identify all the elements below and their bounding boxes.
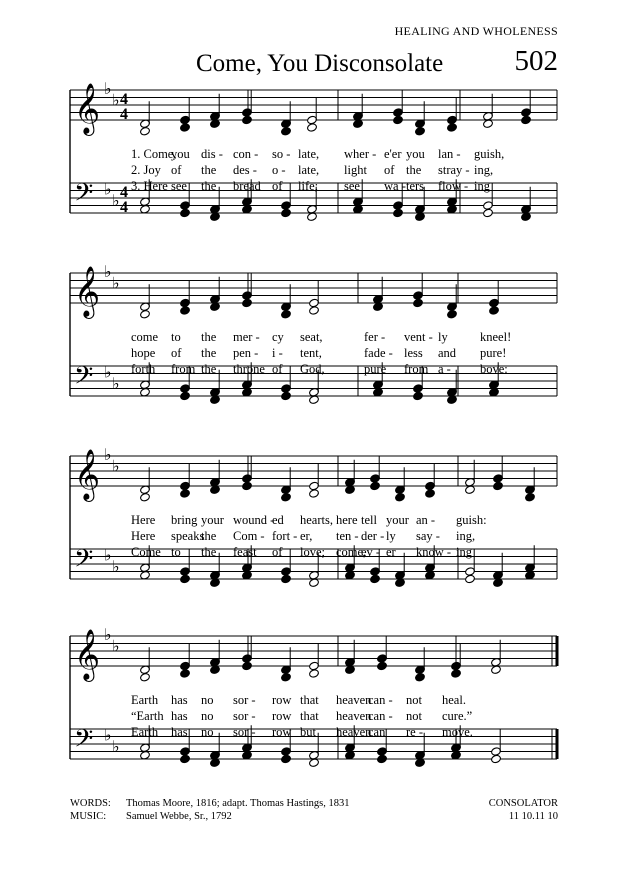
lyric-syllable: lan -: [438, 147, 461, 161]
lyric-syllable: dis -: [201, 147, 223, 161]
notehead-icon: [281, 754, 292, 763]
notehead-icon: [413, 298, 424, 307]
notehead-icon: [451, 669, 462, 678]
lyric-syllable: con -: [233, 147, 259, 161]
notehead-icon: [370, 574, 381, 583]
notehead-icon: [465, 574, 476, 583]
lyric-syllable: the: [201, 346, 217, 360]
lyric-syllable: vent -: [404, 330, 433, 344]
lyric-syllable: heal.: [442, 693, 466, 707]
lyric-syllable: tell: [361, 513, 377, 527]
lyric-syllable: can: [368, 725, 386, 739]
flat-icon: ♭: [104, 545, 112, 565]
lyric-syllable: to: [171, 545, 181, 559]
lyric-syllable: the: [201, 330, 217, 344]
lyric-syllable: of: [272, 179, 283, 193]
lyric-syllable: an -: [416, 513, 436, 527]
flat-icon: ♭: [104, 362, 112, 382]
notehead-icon: [425, 489, 436, 498]
flat-icon: ♭: [112, 373, 120, 393]
lyric-syllable: Earth: [131, 725, 159, 739]
lyric-syllable: ly: [386, 529, 396, 543]
music-text: Samuel Webbe, Sr., 1792: [126, 811, 232, 822]
bass-clef-icon: 𝄢: [74, 724, 94, 760]
time-signature-bottom: 4: [120, 106, 128, 123]
lyric-syllable: row: [272, 693, 292, 707]
lyric-syllable: has: [171, 725, 188, 739]
lyric-syllable: row: [272, 709, 292, 723]
lyric-syllable: ing,: [474, 163, 494, 177]
notehead-icon: [281, 391, 292, 400]
lyric-syllable: fort -: [272, 529, 298, 543]
lyric-syllable: to: [171, 330, 181, 344]
lyric-syllable: Earth: [131, 693, 159, 707]
lyric-syllable: your: [201, 513, 224, 527]
notehead-icon: [180, 489, 191, 498]
lyric-syllable: that: [300, 709, 319, 723]
treble-clef-icon: 𝄞: [74, 629, 101, 680]
section-heading: HEALING AND WHOLENESS: [394, 24, 558, 38]
lyric-syllable: late,: [298, 147, 320, 161]
lyric-syllable: speaks: [171, 529, 205, 543]
lyric-syllable: hearts,: [300, 513, 333, 527]
flat-icon: ♭: [104, 445, 112, 464]
words-label: WORDS:: [70, 798, 111, 809]
lyric-syllable: a -: [438, 362, 451, 376]
notehead-icon: [447, 123, 458, 132]
lyric-syllable: of: [384, 163, 395, 177]
lyric-syllable: know -: [416, 545, 452, 559]
notehead-icon: [180, 208, 191, 217]
lyric-syllable: 2. Joy: [131, 163, 161, 177]
notehead-icon: [242, 115, 253, 124]
meter: 11 10.11 10: [508, 811, 558, 822]
flat-icon: ♭: [112, 456, 120, 476]
lyric-syllable: heaven: [336, 725, 372, 739]
lyric-syllable: 3. Here: [131, 179, 168, 193]
notehead-icon: [281, 310, 292, 319]
lyric-syllable: heaven: [336, 693, 372, 707]
lyric-syllable: so -: [272, 147, 291, 161]
notehead-icon: [415, 127, 426, 136]
lyric-syllable: bread: [233, 179, 261, 193]
lyric-syllable: of: [272, 362, 283, 376]
words-text: Thomas Moore, 1816; adapt. Thomas Hastings, 1831: [126, 798, 350, 809]
lyric-syllable: move.: [442, 725, 473, 739]
notehead-icon: [180, 306, 191, 315]
flat-icon: ♭: [104, 179, 112, 199]
lyric-syllable: God,: [300, 362, 325, 376]
notehead-icon: [281, 673, 292, 682]
lyric-syllable: from: [404, 362, 429, 376]
flat-icon: ♭: [112, 736, 120, 756]
lyric-syllable: der -: [361, 529, 385, 543]
hymn-number: 502: [514, 45, 558, 77]
lyric-syllable: “Earth: [131, 709, 164, 723]
lyric-syllable: ev -: [361, 545, 381, 559]
lyric-syllable: throne: [233, 362, 265, 376]
lyric-syllable: no: [201, 725, 214, 739]
lyric-syllable: fade -: [364, 346, 393, 360]
notehead-icon: [377, 754, 388, 763]
time-signature-top: 4: [120, 91, 128, 108]
notehead-icon: [242, 481, 253, 490]
lyric-syllable: no: [201, 693, 214, 707]
lyric-syllable: late,: [298, 163, 320, 177]
notehead-icon: [309, 669, 320, 678]
lyric-syllable: pure: [364, 362, 387, 376]
lyric-syllable: wa -: [384, 179, 406, 193]
notehead-icon: [415, 673, 426, 682]
notehead-icon: [525, 493, 536, 502]
lyric-syllable: that: [300, 693, 319, 707]
lyric-syllable: sor -: [233, 693, 256, 707]
notehead-icon: [281, 208, 292, 217]
lyric-syllable: o -: [272, 163, 286, 177]
notehead-icon: [521, 115, 532, 124]
notehead-icon: [281, 493, 292, 502]
notehead-icon: [489, 306, 500, 315]
lyric-syllable: Here: [131, 529, 156, 543]
lyric-syllable: light: [344, 163, 367, 177]
lyric-syllable: your: [386, 513, 409, 527]
notehead-icon: [281, 127, 292, 136]
lyric-syllable: pure!: [480, 346, 507, 360]
lyric-syllable: er,: [300, 529, 313, 543]
lyric-syllable: sor -: [233, 709, 256, 723]
lyric-syllable: mer -: [233, 330, 260, 344]
lyric-syllable: no: [201, 709, 214, 723]
lyric-syllable: the: [201, 362, 217, 376]
lyric-syllable: stray -: [438, 163, 470, 177]
lyric-syllable: e'er: [384, 147, 402, 161]
notehead-icon: [180, 669, 191, 678]
notehead-icon: [309, 489, 320, 498]
lyric-syllable: pen -: [233, 346, 259, 360]
lyric-syllable: but: [300, 725, 316, 739]
lyric-syllable: hope: [131, 346, 156, 360]
flat-icon: ♭: [104, 725, 112, 745]
lyric-syllable: i -: [272, 346, 283, 360]
lyric-syllable: Here: [131, 513, 156, 527]
lyric-syllable: the: [406, 163, 422, 177]
bass-clef-icon: 𝄢: [74, 361, 94, 397]
lyric-syllable: see: [344, 179, 360, 193]
lyric-syllable: flow -: [438, 179, 469, 193]
notehead-icon: [413, 391, 424, 400]
lyric-syllable: bove:: [480, 362, 508, 376]
lyric-syllable: wher -: [344, 147, 377, 161]
lyric-syllable: the: [201, 545, 217, 559]
notehead-icon: [140, 493, 151, 502]
notehead-icon: [180, 574, 191, 583]
lyric-syllable: er: [386, 545, 396, 559]
lyric-syllable: sor -: [233, 725, 256, 739]
lyric-syllable: tent,: [300, 346, 322, 360]
notehead-icon: [483, 208, 494, 217]
treble-clef-icon: 𝄞: [74, 83, 101, 134]
notehead-icon: [377, 661, 388, 670]
flat-icon: ♭: [104, 262, 112, 281]
music-credit: [70, 811, 232, 822]
lyric-syllable: ing,: [456, 529, 476, 543]
lyric-syllable: Come: [131, 545, 161, 559]
lyric-syllable: you: [171, 147, 190, 161]
lyric-syllable: feast: [233, 545, 257, 559]
time-signature-bottom: 4: [120, 199, 128, 216]
lyric-syllable: not: [406, 709, 422, 723]
lyric-syllable: guish,: [474, 147, 505, 161]
lyric-syllable: bring: [171, 513, 198, 527]
lyric-syllable: has: [171, 709, 188, 723]
flat-icon: ♭: [112, 90, 120, 110]
flat-icon: ♭: [112, 636, 120, 656]
lyric-syllable: ten -: [336, 529, 359, 543]
lyric-syllable: from: [171, 362, 196, 376]
notehead-icon: [281, 574, 292, 583]
lyric-syllable: not: [406, 693, 422, 707]
lyric-syllable: wound -: [233, 513, 275, 527]
lyric-syllable: des -: [233, 163, 257, 177]
lyric-syllable: kneel!: [480, 330, 512, 344]
notehead-icon: [140, 673, 151, 682]
lyric-syllable: can -: [368, 709, 393, 723]
bass-clef-icon: 𝄢: [74, 178, 94, 214]
bass-clef-icon: 𝄢: [74, 544, 94, 580]
lyric-syllable: forth: [131, 362, 156, 376]
lyric-syllable: the: [201, 163, 217, 177]
notehead-icon: [393, 115, 404, 124]
notehead-icon: [370, 481, 381, 490]
notehead-icon: [140, 127, 151, 136]
flat-icon: ♭: [104, 625, 112, 644]
lyric-syllable: ing: [456, 545, 472, 559]
notehead-icon: [242, 661, 253, 670]
music-label: MUSIC:: [70, 811, 107, 822]
lyric-syllable: guish:: [456, 513, 487, 527]
notehead-icon: [395, 493, 406, 502]
lyric-syllable: cure.”: [442, 709, 473, 723]
lyric-syllable: life;: [298, 179, 319, 193]
notehead-icon: [180, 123, 191, 132]
flat-icon: ♭: [112, 273, 120, 293]
flat-icon: ♭: [112, 556, 120, 576]
hymn-title: Come, You Disconsolate: [196, 50, 444, 77]
notehead-icon: [307, 123, 318, 132]
lyric-syllable: of: [171, 163, 182, 177]
lyric-syllable: ly: [438, 330, 448, 344]
lyric-syllable: can -: [368, 693, 393, 707]
lyric-syllable: re -: [406, 725, 423, 739]
lyric-syllable: here: [336, 513, 358, 527]
lyric-syllable: less: [404, 346, 423, 360]
treble-clef-icon: 𝄞: [74, 266, 101, 317]
lyric-syllable: has: [171, 693, 188, 707]
lyric-syllable: ing: [474, 179, 490, 193]
notehead-icon: [180, 391, 191, 400]
notehead-icon: [140, 310, 151, 319]
lyric-syllable: come,: [336, 545, 367, 559]
notehead-icon: [309, 306, 320, 315]
lyric-syllable: of: [272, 545, 283, 559]
notehead-icon: [180, 754, 191, 763]
lyric-syllable: say -: [416, 529, 440, 543]
lyric-syllable: heaven: [336, 709, 372, 723]
flat-icon: ♭: [112, 190, 120, 210]
words-credit: [70, 798, 350, 809]
notehead-icon: [393, 208, 404, 217]
lyric-syllable: 1. Come,: [131, 147, 177, 161]
lyric-syllable: row: [272, 725, 292, 739]
lyric-syllable: see: [171, 179, 187, 193]
notehead-icon: [447, 310, 458, 319]
time-signature-top: 4: [120, 184, 128, 201]
notehead-icon: [242, 298, 253, 307]
notehead-icon: [493, 481, 504, 490]
lyric-syllable: fer -: [364, 330, 386, 344]
lyric-syllable: of: [171, 346, 182, 360]
lyric-syllable: seat,: [300, 330, 323, 344]
lyric-syllable: and: [438, 346, 457, 360]
lyric-syllable: cy: [272, 330, 284, 344]
lyric-syllable: you: [406, 147, 425, 161]
notehead-icon: [491, 754, 502, 763]
lyric-syllable: the: [201, 179, 217, 193]
lyric-syllable: Com -: [233, 529, 265, 543]
lyric-syllable: come: [131, 330, 159, 344]
lyric-syllable: ed: [272, 513, 284, 527]
lyric-syllable: love;: [300, 545, 325, 559]
flat-icon: ♭: [104, 79, 112, 98]
tune-name: CONSOLATOR: [488, 798, 558, 809]
treble-clef-icon: 𝄞: [74, 449, 101, 500]
lyric-syllable: ters: [406, 179, 425, 193]
lyric-syllable: the: [201, 529, 217, 543]
